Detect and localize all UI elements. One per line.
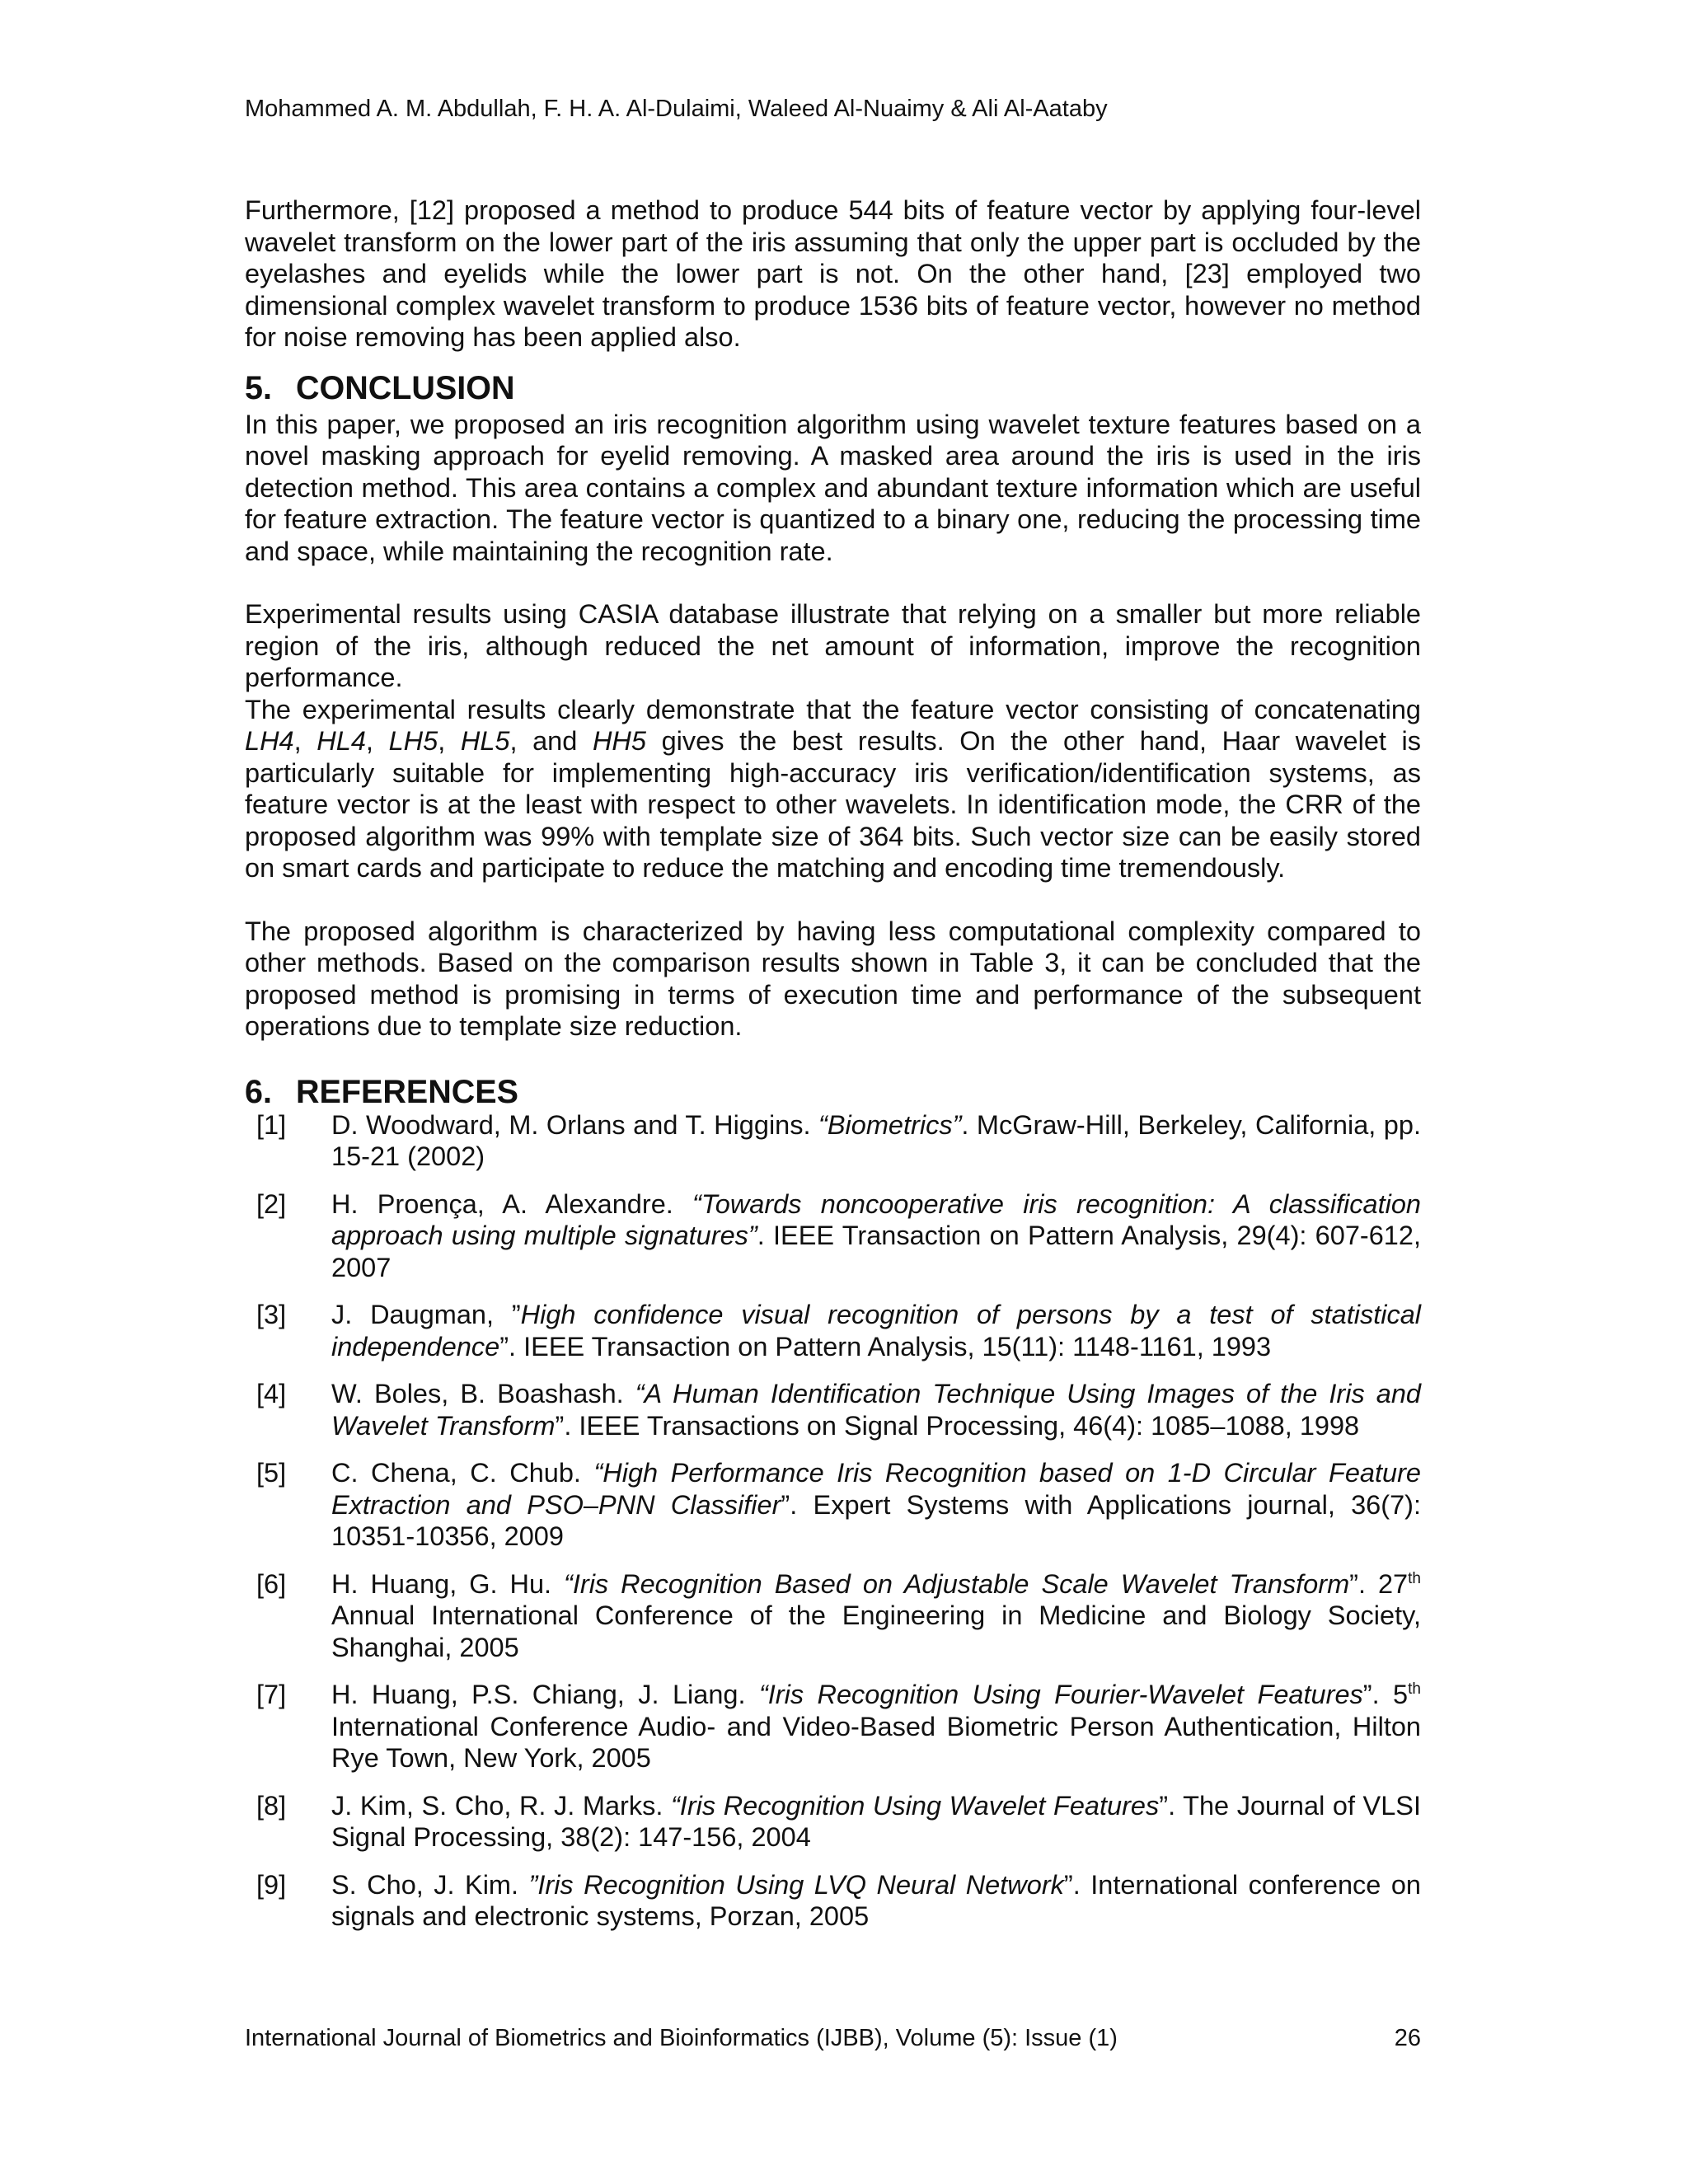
reference-item bbox=[245, 1679, 1421, 1774]
conclusion-paragraph-3 bbox=[245, 694, 1421, 884]
reference-authors: C. Chena, C. Chub. bbox=[331, 1458, 594, 1488]
reference-number: [6] bbox=[256, 1568, 287, 1599]
reference-item bbox=[245, 1378, 1421, 1441]
subband-hl5: HL5 bbox=[460, 726, 510, 756]
reference-title: “Iris Recognition Based on Adjustable Scale Wavelet Transform bbox=[564, 1568, 1350, 1599]
conclusion-paragraph-4: The proposed algorithm is characterized by having less computational complexity compared to other methods. Based on the comparison results shown in Table 3, it can be concluded that the proposed method is promising in terms of execution time and performance of the subsequent operations due to template size reduction. bbox=[245, 916, 1421, 1041]
reference-title: “Iris Recognition Using Fourier-Wavelet Features bbox=[758, 1680, 1363, 1709]
separator: , bbox=[365, 726, 389, 756]
subband-hl4: HL4 bbox=[316, 726, 366, 756]
reference-text bbox=[331, 1869, 1421, 1933]
reference-authors: W. Boles, B. Boashash. bbox=[331, 1379, 635, 1408]
reference-source-cont: Annual International Conference of the Engineering in Medicine and Biology Society, Shanghai, 2005 bbox=[331, 1601, 1421, 1662]
reference-source: ”. International conference on signals and electronic systems, Porzan, 2005 bbox=[331, 1869, 1421, 1931]
reference-source: ”. IEEE Transaction on Pattern Analysis, 15(11): 1148-1161, 1993 bbox=[499, 1331, 1272, 1361]
reference-number: [4] bbox=[256, 1379, 287, 1408]
reference-authors: H. Huang, G. Hu. bbox=[331, 1568, 565, 1599]
reference-number: [3] bbox=[256, 1300, 287, 1329]
reference-title: “Towards noncooperative iris recognition: A classification approach using multiple signatures” bbox=[331, 1188, 1421, 1250]
reference-authors: J. Kim, S. Cho, R. J. Marks. bbox=[331, 1790, 671, 1821]
conclusion-p3-rest: gives the best results. On the other hand, Haar wavelet is particularly suitable for implementing high-accuracy iris verification/identification systems, as feature vector is at the least with respect to other wavelets. In identification mode, the CRR of the proposed algorithm was 99% with template size of 364 bits. Such vector size can be easily stored on smart cards and participate to reduce the matching and encoding time tremendously. bbox=[245, 726, 1422, 883]
reference-source-cont: International Conference Audio- and Video-Based Biometric Person Authentication, Hilton Rye Town, New York, 2005 bbox=[331, 1711, 1421, 1773]
reference-text bbox=[331, 1188, 1421, 1284]
footer-journal: International Journal of Biometrics and Bioinformatics (IJBB), Volume (5): Issue (1) bbox=[245, 2025, 1118, 2051]
ordinal-suffix: th bbox=[1408, 1569, 1421, 1587]
subband-lh5: LH5 bbox=[388, 726, 438, 756]
paragraph-gap bbox=[245, 567, 1421, 598]
reference-item bbox=[245, 1790, 1421, 1854]
conclusion-heading-number: 5. bbox=[245, 369, 272, 406]
reference-authors: J. Daugman, ” bbox=[331, 1300, 521, 1329]
reference-authors: S. Cho, J. Kim. bbox=[331, 1869, 529, 1900]
reference-text bbox=[331, 1457, 1421, 1553]
conclusion-paragraph-2: Experimental results using CASIA database illustrate that relying on a smaller but more reliable region of the iris, although reduced the net amount of information, improve the recognition performance. bbox=[245, 599, 1421, 692]
separator: , bbox=[293, 726, 317, 756]
reference-authors: H. Proença, A. Alexandre. bbox=[331, 1188, 693, 1219]
reference-source: ”. 5 bbox=[1362, 1680, 1409, 1709]
separator: , and bbox=[509, 726, 593, 756]
reference-authors: H. Huang, P.S. Chiang, J. Liang. bbox=[331, 1680, 759, 1709]
reference-source: ”. Expert Systems with Applications journal, 36(7): 10351-10356, 2009 bbox=[331, 1489, 1421, 1551]
paragraph-gap bbox=[245, 884, 1421, 916]
reference-source: . McGraw-Hill, Berkeley, California, pp. 15-21 (2002) bbox=[331, 1109, 1421, 1171]
reference-title: “A Human Identification Technique Using Images of the Iris and Wavelet Transform bbox=[331, 1379, 1421, 1441]
reference-source: ”. 27 bbox=[1349, 1568, 1409, 1599]
reference-text bbox=[331, 1568, 1421, 1664]
conclusion-paragraph-1: In this paper, we proposed an iris recognition algorithm using wavelet texture features based on a novel masking approach for eyelid removing. A masked area around the iris is used in the iris detection method. This area contains a complex and abundant texture information which are useful for feature extraction. The feature vector is quantized to a binary one, reducing the processing time and space, while maintaining the recognition rate. bbox=[245, 409, 1421, 566]
reference-number: [9] bbox=[256, 1869, 287, 1900]
running-head-authors: Mohammed A. M. Abdullah, F. H. A. Al-Dulaimi, Waleed Al-Nuaimy & Ali Al-Aataby bbox=[245, 96, 1108, 122]
references-heading-number: 6. bbox=[245, 1073, 272, 1110]
intro-paragraph: Furthermore, [12] proposed a method to produce 544 bits of feature vector by applying four-level wavelet transform on the lower part of the iris assuming that only the upper part is occluded by the eyelashes and eyelids while the lower part is not. On the other hand, [23] employed two dimensional complex wavelet transform to produce 1536 bits of feature vector, however no method for noise removing has been applied also. bbox=[245, 195, 1421, 352]
reference-title: “High Performance Iris Recognition based on 1-D Circular Feature Extraction and PSO–PNN Classifier bbox=[331, 1458, 1421, 1520]
reference-text bbox=[331, 1299, 1421, 1362]
reference-authors: D. Woodward, M. Orlans and T. Higgins. bbox=[331, 1109, 819, 1140]
subband-lh4: LH4 bbox=[245, 726, 294, 756]
reference-source: . IEEE Transaction on Pattern Analysis, 29(4): 607-612, 2007 bbox=[331, 1221, 1421, 1282]
reference-number: [2] bbox=[256, 1188, 287, 1219]
conclusion-p3-intro: The experimental results clearly demonstrate that the feature vector consisting of concatenating bbox=[245, 694, 1421, 724]
reference-text bbox=[331, 1790, 1421, 1854]
page-footer bbox=[245, 2024, 1421, 2052]
reference-number: [5] bbox=[256, 1458, 287, 1488]
reference-list bbox=[245, 1109, 1421, 1933]
references-heading bbox=[245, 1075, 1421, 1109]
reference-source: ”. IEEE Transactions on Signal Processing, 46(4): 1085–1088, 1998 bbox=[555, 1410, 1360, 1441]
reference-number: [8] bbox=[256, 1790, 287, 1821]
reference-title: “Iris Recognition Using Wavelet Features bbox=[670, 1790, 1160, 1821]
reference-item bbox=[245, 1109, 1421, 1173]
reference-item bbox=[245, 1568, 1421, 1664]
reference-item bbox=[245, 1457, 1421, 1553]
reference-number: [1] bbox=[256, 1109, 287, 1140]
reference-item bbox=[245, 1869, 1421, 1933]
reference-title: ”Iris Recognition Using LVQ Neural Network bbox=[528, 1869, 1064, 1900]
reference-number: [7] bbox=[256, 1680, 287, 1709]
reference-text bbox=[331, 1109, 1421, 1173]
reference-source: ”. The Journal of VLSI Signal Processing, 38(2): 147-156, 2004 bbox=[331, 1790, 1422, 1852]
subband-hh5: HH5 bbox=[592, 726, 646, 756]
conclusion-heading bbox=[245, 371, 1421, 405]
reference-item bbox=[245, 1299, 1421, 1362]
page-body bbox=[245, 194, 1421, 1948]
conclusion-heading-title: CONCLUSION bbox=[296, 369, 515, 406]
reference-text bbox=[331, 1679, 1421, 1774]
page-number: 26 bbox=[1394, 2025, 1421, 2051]
reference-text bbox=[331, 1378, 1421, 1441]
reference-title: High confidence visual recognition of persons by a test of statistical independence bbox=[331, 1300, 1422, 1361]
references-heading-title: REFERENCES bbox=[296, 1073, 518, 1110]
reference-item bbox=[245, 1188, 1421, 1284]
reference-title: “Biometrics” bbox=[818, 1109, 962, 1140]
separator: , bbox=[438, 726, 461, 756]
ordinal-suffix: th bbox=[1408, 1680, 1421, 1699]
